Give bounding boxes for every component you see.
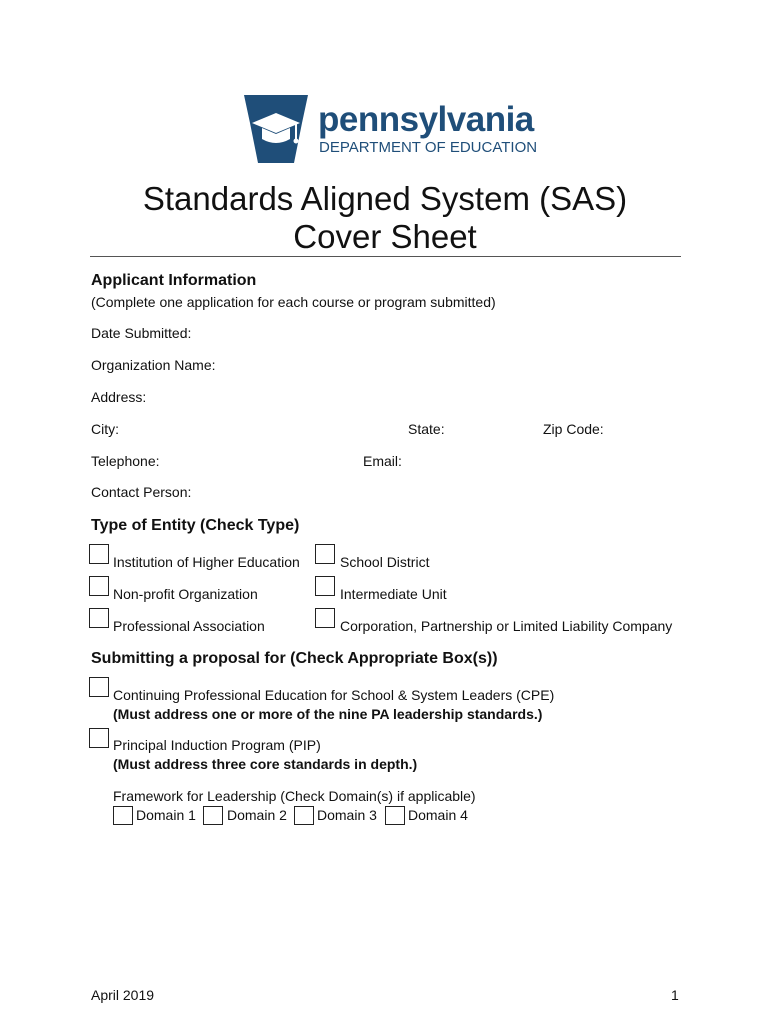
checkbox-non-profit[interactable] <box>89 576 109 596</box>
footer-date: April 2019 <box>91 987 155 1003</box>
checkbox-school-district[interactable] <box>315 544 335 564</box>
pip-label: Principal Induction Program (PIP) <box>113 737 321 753</box>
organization-name-label: Organization Name: <box>91 357 216 373</box>
zip-code-label: Zip Code: <box>543 421 604 437</box>
option-higher-education-label: Institution of Higher Education <box>113 554 300 570</box>
checkbox-pip[interactable] <box>89 728 109 748</box>
domain-1-label: Domain 1 <box>136 807 196 823</box>
framework-label: Framework for Leadership (Check Domain(s) if applicable) <box>113 788 476 804</box>
option-school-district-label: School District <box>340 554 430 570</box>
page-number: 1 <box>671 987 679 1003</box>
address-label: Address: <box>91 389 147 405</box>
pip-note: (Must address three core standards in depth.) <box>113 756 418 772</box>
checkbox-professional-association[interactable] <box>89 608 109 628</box>
checkbox-domain-4[interactable] <box>385 806 405 825</box>
page-title-line-2: Cover Sheet <box>293 218 477 255</box>
logo-department: DEPARTMENT OF EDUCATION <box>319 139 538 156</box>
proposal-heading: Submitting a proposal for (Check Appropriate Box(s)) <box>91 650 498 667</box>
city-label: City: <box>91 421 119 437</box>
checkbox-domain-2[interactable] <box>203 806 223 825</box>
cpe-note: (Must address one or more of the nine PA leadership standards.) <box>113 706 543 722</box>
title-divider <box>90 256 681 257</box>
option-corporation-label: Corporation, Partnership or Limited Liability Company <box>340 618 673 634</box>
option-professional-association-label: Professional Association <box>113 618 265 634</box>
checkbox-corporation[interactable] <box>315 608 335 628</box>
page-title-line-1: Standards Aligned System (SAS) <box>142 180 628 217</box>
applicant-heading: Applicant Information <box>91 272 257 289</box>
applicant-note: (Complete one application for each course or program submitted) <box>91 294 496 310</box>
pa-keystone-logo-icon <box>240 93 312 165</box>
checkbox-domain-3[interactable] <box>294 806 314 825</box>
checkbox-domain-1[interactable] <box>113 806 133 825</box>
entity-heading: Type of Entity (Check Type) <box>91 517 300 534</box>
contact-person-label: Contact Person: <box>91 484 192 500</box>
telephone-label: Telephone: <box>91 453 160 469</box>
date-submitted-label: Date Submitted: <box>91 325 192 341</box>
logo-name: pennsylvania <box>318 100 534 139</box>
domain-2-label: Domain 2 <box>227 807 287 823</box>
checkbox-higher-education[interactable] <box>89 544 109 564</box>
domain-3-label: Domain 3 <box>317 807 377 823</box>
option-non-profit-label: Non-profit Organization <box>113 586 258 602</box>
state-label: State: <box>408 421 445 437</box>
checkbox-intermediate-unit[interactable] <box>315 576 335 596</box>
checkbox-cpe[interactable] <box>89 677 109 697</box>
domain-4-label: Domain 4 <box>408 807 468 823</box>
email-label: Email: <box>363 453 402 469</box>
option-intermediate-unit-label: Intermediate Unit <box>340 586 447 602</box>
cpe-label: Continuing Professional Education for School & System Leaders (CPE) <box>113 687 555 703</box>
